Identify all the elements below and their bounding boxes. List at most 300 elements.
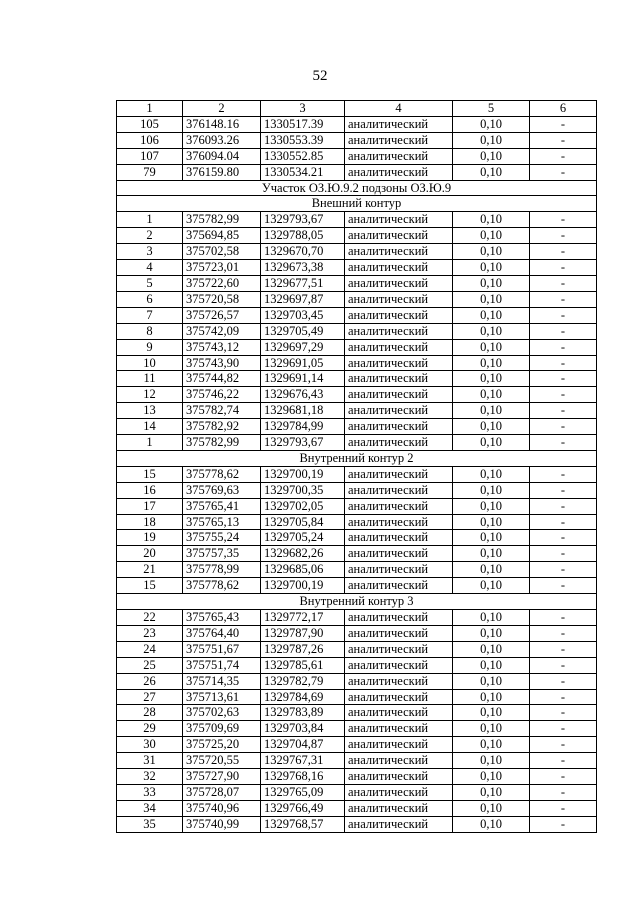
y-coordinate-cell: 1330552.85 (261, 148, 345, 164)
y-coordinate-cell: 1329681,18 (261, 403, 345, 419)
point-number-cell: 32 (117, 769, 183, 785)
method-cell: аналитический (345, 116, 453, 132)
method-cell: аналитический (345, 228, 453, 244)
accuracy-cell: 0,10 (453, 244, 530, 260)
point-number-cell: 27 (117, 689, 183, 705)
section-title-row (117, 196, 597, 212)
x-coordinate-cell: 375778,99 (183, 562, 261, 578)
method-cell: аналитический (345, 689, 453, 705)
y-coordinate-cell: 1330534.21 (261, 164, 345, 180)
point-number-cell: 29 (117, 721, 183, 737)
header-cell: 6 (530, 101, 597, 117)
note-cell: - (530, 514, 597, 530)
method-cell: аналитический (345, 578, 453, 594)
x-coordinate-cell: 375720,58 (183, 291, 261, 307)
table-row (117, 769, 597, 785)
accuracy-cell: 0,10 (453, 419, 530, 435)
method-cell: аналитический (345, 514, 453, 530)
y-coordinate-cell: 1329787,90 (261, 625, 345, 641)
note-cell: - (530, 705, 597, 721)
y-coordinate-cell: 1329788,05 (261, 228, 345, 244)
y-coordinate-cell: 1329705,24 (261, 530, 345, 546)
method-cell: аналитический (345, 562, 453, 578)
point-number-cell: 35 (117, 816, 183, 832)
accuracy-cell: 0,10 (453, 705, 530, 721)
point-number-cell: 107 (117, 148, 183, 164)
point-number-cell: 28 (117, 705, 183, 721)
accuracy-cell: 0,10 (453, 641, 530, 657)
x-coordinate-cell: 375782,99 (183, 212, 261, 228)
x-coordinate-cell: 375720,55 (183, 753, 261, 769)
x-coordinate-cell: 375709,69 (183, 721, 261, 737)
y-coordinate-cell: 1329702,05 (261, 498, 345, 514)
y-coordinate-cell: 1329703,45 (261, 307, 345, 323)
x-coordinate-cell: 375769,63 (183, 482, 261, 498)
y-coordinate-cell: 1329670,70 (261, 244, 345, 260)
method-cell: аналитический (345, 275, 453, 291)
method-cell: аналитический (345, 323, 453, 339)
method-cell: аналитический (345, 625, 453, 641)
table-header-row (117, 101, 597, 117)
table-row (117, 482, 597, 498)
table-row (117, 116, 597, 132)
table-row (117, 673, 597, 689)
note-cell: - (530, 132, 597, 148)
y-coordinate-cell: 1329784,69 (261, 689, 345, 705)
x-coordinate-cell: 375740,96 (183, 800, 261, 816)
y-coordinate-cell: 1329676,43 (261, 387, 345, 403)
note-cell: - (530, 419, 597, 435)
y-coordinate-cell: 1329697,29 (261, 339, 345, 355)
table-row (117, 260, 597, 276)
point-number-cell: 2 (117, 228, 183, 244)
accuracy-cell: 0,10 (453, 753, 530, 769)
note-cell: - (530, 435, 597, 451)
y-coordinate-cell: 1329705,84 (261, 514, 345, 530)
note-cell: - (530, 323, 597, 339)
y-coordinate-cell: 1330517.39 (261, 116, 345, 132)
table-row (117, 641, 597, 657)
note-cell: - (530, 530, 597, 546)
y-coordinate-cell: 1329700,19 (261, 466, 345, 482)
x-coordinate-cell: 375723,01 (183, 260, 261, 276)
method-cell: аналитический (345, 482, 453, 498)
y-coordinate-cell: 1329700,35 (261, 482, 345, 498)
point-number-cell: 34 (117, 800, 183, 816)
point-number-cell: 31 (117, 753, 183, 769)
x-coordinate-cell: 375727,90 (183, 769, 261, 785)
note-cell: - (530, 498, 597, 514)
accuracy-cell: 0,10 (453, 800, 530, 816)
method-cell: аналитический (345, 371, 453, 387)
note-cell: - (530, 657, 597, 673)
point-number-cell: 24 (117, 641, 183, 657)
y-coordinate-cell: 1329768,16 (261, 769, 345, 785)
accuracy-cell: 0,10 (453, 657, 530, 673)
table-row (117, 323, 597, 339)
accuracy-cell: 0,10 (453, 816, 530, 832)
method-cell: аналитический (345, 164, 453, 180)
point-number-cell: 33 (117, 784, 183, 800)
table-row (117, 419, 597, 435)
method-cell: аналитический (345, 339, 453, 355)
y-coordinate-cell: 1329697,87 (261, 291, 345, 307)
note-cell: - (530, 625, 597, 641)
table-row (117, 466, 597, 482)
note-cell: - (530, 275, 597, 291)
point-number-cell: 14 (117, 419, 183, 435)
point-number-cell: 11 (117, 371, 183, 387)
accuracy-cell: 0,10 (453, 148, 530, 164)
table-row (117, 435, 597, 451)
y-coordinate-cell: 1329783,89 (261, 705, 345, 721)
point-number-cell: 7 (117, 307, 183, 323)
y-coordinate-cell: 1329782,79 (261, 673, 345, 689)
point-number-cell: 79 (117, 164, 183, 180)
accuracy-cell: 0,10 (453, 578, 530, 594)
table-row (117, 498, 597, 514)
accuracy-cell: 0,10 (453, 275, 530, 291)
section-title-row (117, 180, 597, 196)
table-row (117, 562, 597, 578)
point-number-cell: 6 (117, 291, 183, 307)
note-cell: - (530, 355, 597, 371)
accuracy-cell: 0,10 (453, 737, 530, 753)
accuracy-cell: 0,10 (453, 769, 530, 785)
point-number-cell: 16 (117, 482, 183, 498)
note-cell: - (530, 164, 597, 180)
table-row (117, 212, 597, 228)
x-coordinate-cell: 375765,41 (183, 498, 261, 514)
method-cell: аналитический (345, 435, 453, 451)
method-cell: аналитический (345, 291, 453, 307)
table-row (117, 355, 597, 371)
y-coordinate-cell: 1329772,17 (261, 610, 345, 626)
x-coordinate-cell: 375744,82 (183, 371, 261, 387)
note-cell: - (530, 307, 597, 323)
method-cell: аналитический (345, 784, 453, 800)
accuracy-cell: 0,10 (453, 355, 530, 371)
method-cell: аналитический (345, 610, 453, 626)
table-row (117, 244, 597, 260)
table-row (117, 784, 597, 800)
table-row (117, 148, 597, 164)
y-coordinate-cell: 1329691,05 (261, 355, 345, 371)
accuracy-cell: 0,10 (453, 689, 530, 705)
point-number-cell: 9 (117, 339, 183, 355)
note-cell: - (530, 546, 597, 562)
header-cell: 1 (117, 101, 183, 117)
y-coordinate-cell: 1329677,51 (261, 275, 345, 291)
note-cell: - (530, 816, 597, 832)
x-coordinate-cell: 375755,24 (183, 530, 261, 546)
x-coordinate-cell: 375751,74 (183, 657, 261, 673)
accuracy-cell: 0,10 (453, 562, 530, 578)
x-coordinate-cell: 375764,40 (183, 625, 261, 641)
table-row (117, 610, 597, 626)
table-row (117, 800, 597, 816)
x-coordinate-cell: 375782,92 (183, 419, 261, 435)
point-number-cell: 30 (117, 737, 183, 753)
section-title: Внутренний контур 2 (117, 450, 597, 466)
table-row (117, 275, 597, 291)
x-coordinate-cell: 375757,35 (183, 546, 261, 562)
y-coordinate-cell: 1329700,19 (261, 578, 345, 594)
accuracy-cell: 0,10 (453, 514, 530, 530)
point-number-cell: 15 (117, 578, 183, 594)
x-coordinate-cell: 375702,63 (183, 705, 261, 721)
point-number-cell: 26 (117, 673, 183, 689)
accuracy-cell: 0,10 (453, 625, 530, 641)
method-cell: аналитический (345, 641, 453, 657)
point-number-cell: 21 (117, 562, 183, 578)
table-row (117, 514, 597, 530)
note-cell: - (530, 641, 597, 657)
accuracy-cell: 0,10 (453, 387, 530, 403)
x-coordinate-cell: 376159.80 (183, 164, 261, 180)
y-coordinate-cell: 1329685,06 (261, 562, 345, 578)
note-cell: - (530, 737, 597, 753)
table-body (117, 101, 597, 833)
method-cell: аналитический (345, 403, 453, 419)
method-cell: аналитический (345, 673, 453, 689)
table-row (117, 228, 597, 244)
point-number-cell: 4 (117, 260, 183, 276)
method-cell: аналитический (345, 244, 453, 260)
note-cell: - (530, 291, 597, 307)
method-cell: аналитический (345, 737, 453, 753)
x-coordinate-cell: 375782,74 (183, 403, 261, 419)
point-number-cell: 5 (117, 275, 183, 291)
x-coordinate-cell: 375702,58 (183, 244, 261, 260)
x-coordinate-cell: 375743,90 (183, 355, 261, 371)
x-coordinate-cell: 375765,43 (183, 610, 261, 626)
table-row (117, 546, 597, 562)
point-number-cell: 12 (117, 387, 183, 403)
x-coordinate-cell: 375722,60 (183, 275, 261, 291)
note-cell: - (530, 689, 597, 705)
method-cell: аналитический (345, 753, 453, 769)
accuracy-cell: 0,10 (453, 435, 530, 451)
method-cell: аналитический (345, 307, 453, 323)
note-cell: - (530, 578, 597, 594)
point-number-cell: 13 (117, 403, 183, 419)
x-coordinate-cell: 375743,12 (183, 339, 261, 355)
accuracy-cell: 0,10 (453, 323, 530, 339)
y-coordinate-cell: 1329785,61 (261, 657, 345, 673)
y-coordinate-cell: 1329787,26 (261, 641, 345, 657)
y-coordinate-cell: 1329767,31 (261, 753, 345, 769)
header-cell: 3 (261, 101, 345, 117)
table-row (117, 387, 597, 403)
method-cell: аналитический (345, 769, 453, 785)
accuracy-cell: 0,10 (453, 291, 530, 307)
table-row (117, 339, 597, 355)
y-coordinate-cell: 1329705,49 (261, 323, 345, 339)
accuracy-cell: 0,10 (453, 673, 530, 689)
accuracy-cell: 0,10 (453, 546, 530, 562)
table-row (117, 625, 597, 641)
accuracy-cell: 0,10 (453, 307, 530, 323)
y-coordinate-cell: 1329704,87 (261, 737, 345, 753)
y-coordinate-cell: 1329765,09 (261, 784, 345, 800)
y-coordinate-cell: 1329793,67 (261, 435, 345, 451)
x-coordinate-cell: 375694,85 (183, 228, 261, 244)
section-title: Участок ОЗ.Ю.9.2 подзоны ОЗ.Ю.9 (117, 180, 597, 196)
note-cell: - (530, 610, 597, 626)
x-coordinate-cell: 375778,62 (183, 466, 261, 482)
method-cell: аналитический (345, 498, 453, 514)
method-cell: аналитический (345, 419, 453, 435)
x-coordinate-cell: 375778,62 (183, 578, 261, 594)
point-number-cell: 3 (117, 244, 183, 260)
method-cell: аналитический (345, 260, 453, 276)
header-cell: 4 (345, 101, 453, 117)
table-row (117, 753, 597, 769)
note-cell: - (530, 769, 597, 785)
method-cell: аналитический (345, 705, 453, 721)
table-row (117, 371, 597, 387)
note-cell: - (530, 784, 597, 800)
accuracy-cell: 0,10 (453, 116, 530, 132)
x-coordinate-cell: 375714,35 (183, 673, 261, 689)
table-row (117, 530, 597, 546)
y-coordinate-cell: 1330553.39 (261, 132, 345, 148)
point-number-cell: 23 (117, 625, 183, 641)
point-number-cell: 106 (117, 132, 183, 148)
accuracy-cell: 0,10 (453, 228, 530, 244)
table-row (117, 705, 597, 721)
y-coordinate-cell: 1329793,67 (261, 212, 345, 228)
section-title-row (117, 450, 597, 466)
accuracy-cell: 0,10 (453, 466, 530, 482)
point-number-cell: 25 (117, 657, 183, 673)
note-cell: - (530, 228, 597, 244)
accuracy-cell: 0,10 (453, 784, 530, 800)
point-number-cell: 19 (117, 530, 183, 546)
table-row (117, 689, 597, 705)
note-cell: - (530, 562, 597, 578)
point-number-cell: 1 (117, 435, 183, 451)
x-coordinate-cell: 375751,67 (183, 641, 261, 657)
table-row (117, 403, 597, 419)
section-title: Внутренний контур 3 (117, 594, 597, 610)
y-coordinate-cell: 1329703,84 (261, 721, 345, 737)
note-cell: - (530, 116, 597, 132)
note-cell: - (530, 387, 597, 403)
table-row (117, 578, 597, 594)
accuracy-cell: 0,10 (453, 260, 530, 276)
table-row (117, 737, 597, 753)
method-cell: аналитический (345, 132, 453, 148)
point-number-cell: 10 (117, 355, 183, 371)
y-coordinate-cell: 1329691,14 (261, 371, 345, 387)
note-cell: - (530, 673, 597, 689)
method-cell: аналитический (345, 721, 453, 737)
note-cell: - (530, 403, 597, 419)
x-coordinate-cell: 375725,20 (183, 737, 261, 753)
point-number-cell: 15 (117, 466, 183, 482)
coordinates-table (116, 100, 597, 833)
point-number-cell: 22 (117, 610, 183, 626)
y-coordinate-cell: 1329682,26 (261, 546, 345, 562)
note-cell: - (530, 244, 597, 260)
accuracy-cell: 0,10 (453, 371, 530, 387)
accuracy-cell: 0,10 (453, 482, 530, 498)
method-cell: аналитический (345, 212, 453, 228)
table-row (117, 721, 597, 737)
note-cell: - (530, 721, 597, 737)
point-number-cell: 18 (117, 514, 183, 530)
point-number-cell: 105 (117, 116, 183, 132)
note-cell: - (530, 466, 597, 482)
method-cell: аналитический (345, 466, 453, 482)
note-cell: - (530, 148, 597, 164)
method-cell: аналитический (345, 657, 453, 673)
note-cell: - (530, 753, 597, 769)
accuracy-cell: 0,10 (453, 212, 530, 228)
x-coordinate-cell: 375713,61 (183, 689, 261, 705)
accuracy-cell: 0,10 (453, 164, 530, 180)
method-cell: аналитический (345, 530, 453, 546)
accuracy-cell: 0,10 (453, 403, 530, 419)
note-cell: - (530, 260, 597, 276)
x-coordinate-cell: 375728,07 (183, 784, 261, 800)
table-row (117, 132, 597, 148)
x-coordinate-cell: 375726,57 (183, 307, 261, 323)
point-number-cell: 17 (117, 498, 183, 514)
accuracy-cell: 0,10 (453, 530, 530, 546)
header-cell: 5 (453, 101, 530, 117)
table-row (117, 291, 597, 307)
note-cell: - (530, 482, 597, 498)
section-title-row (117, 594, 597, 610)
method-cell: аналитический (345, 546, 453, 562)
note-cell: - (530, 800, 597, 816)
header-cell: 2 (183, 101, 261, 117)
method-cell: аналитический (345, 816, 453, 832)
y-coordinate-cell: 1329766,49 (261, 800, 345, 816)
x-coordinate-cell: 375782,99 (183, 435, 261, 451)
x-coordinate-cell: 375742,09 (183, 323, 261, 339)
x-coordinate-cell: 376148.16 (183, 116, 261, 132)
note-cell: - (530, 371, 597, 387)
accuracy-cell: 0,10 (453, 721, 530, 737)
method-cell: аналитический (345, 387, 453, 403)
y-coordinate-cell: 1329673,38 (261, 260, 345, 276)
x-coordinate-cell: 375740,99 (183, 816, 261, 832)
point-number-cell: 20 (117, 546, 183, 562)
method-cell: аналитический (345, 148, 453, 164)
table-row (117, 816, 597, 832)
x-coordinate-cell: 375765,13 (183, 514, 261, 530)
table-row (117, 164, 597, 180)
point-number-cell: 8 (117, 323, 183, 339)
accuracy-cell: 0,10 (453, 339, 530, 355)
point-number-cell: 1 (117, 212, 183, 228)
table-row (117, 657, 597, 673)
accuracy-cell: 0,10 (453, 610, 530, 626)
x-coordinate-cell: 375746,22 (183, 387, 261, 403)
y-coordinate-cell: 1329784,99 (261, 419, 345, 435)
note-cell: - (530, 212, 597, 228)
note-cell: - (530, 339, 597, 355)
table-row (117, 307, 597, 323)
section-title: Внешний контур (117, 196, 597, 212)
method-cell: аналитический (345, 355, 453, 371)
page-number: 52 (312, 68, 328, 84)
x-coordinate-cell: 376094.04 (183, 148, 261, 164)
